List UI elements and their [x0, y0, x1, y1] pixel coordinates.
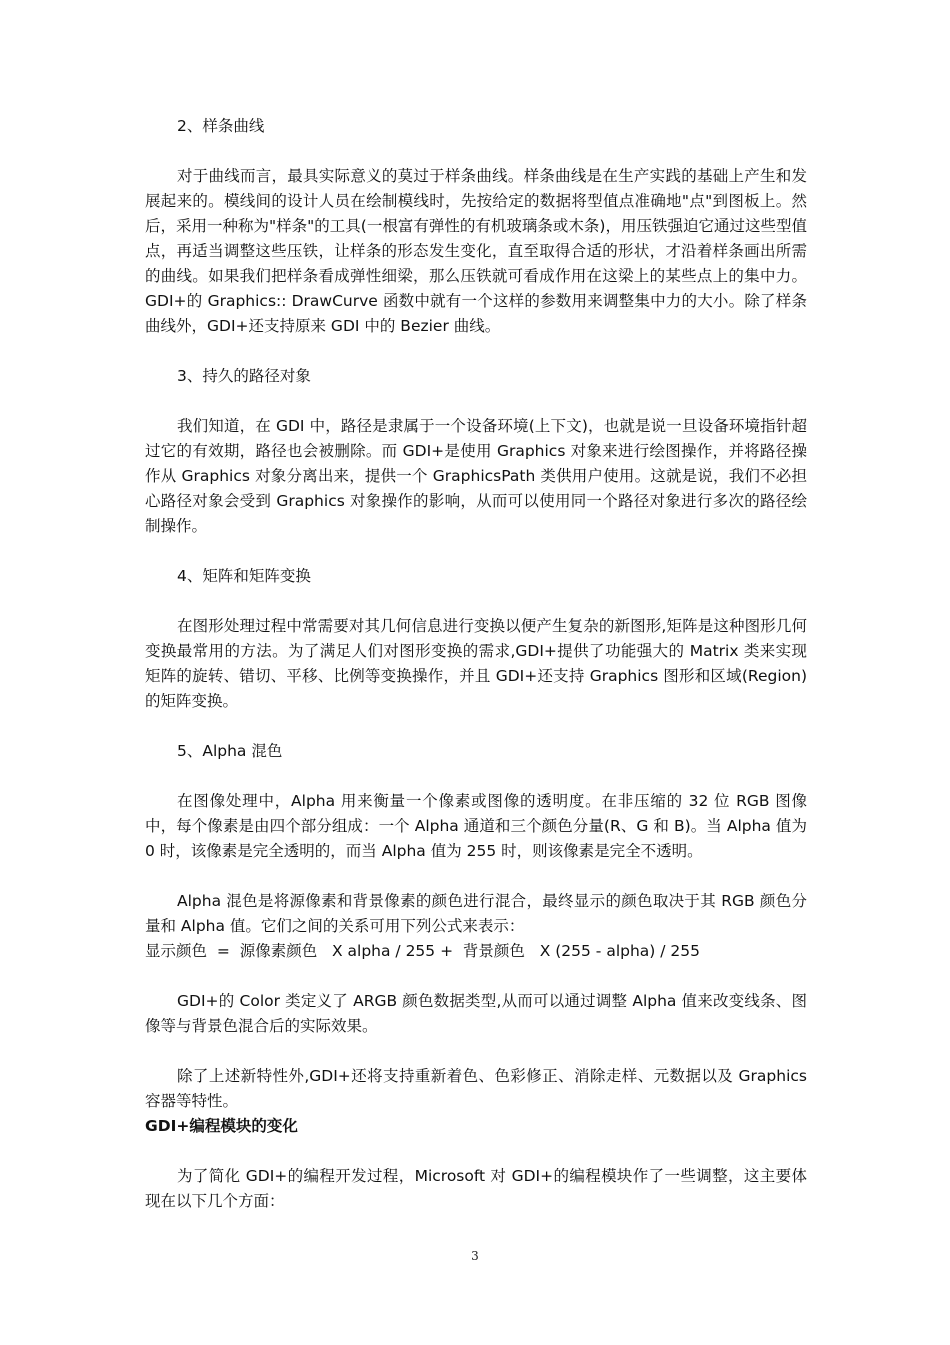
- spacer: [145, 764, 807, 789]
- paragraph-alpha-blending: Alpha 混色是将源像素和背景像素的颜色进行混合，最终显示的颜色取决于其 RGB 颜色分量和 Alpha 值。它们之间的关系可用下列公式来表示：: [145, 892, 807, 935]
- spacer: [145, 864, 807, 889]
- paragraph-spline-curve: 对于曲线而言，最具实际意义的莫过于样条曲线。样条曲线是在生产实践的基础上产生和发展起来的。模线间的设计人员在绘制模线时，先按给定的数据将型值点准确地"点"到图板上。然后，采用一种称为"样条"的工具(一根富有弹性的有机玻璃条或木条)，用压铁强迫它通过这些型值点，再适当调整这些压铁，让样条的形态发生变化，直至取得合适的形状，才沿着样条画出所需的曲线。如果我们把样条看成弹性细梁，那么压铁就可看成作用在这梁上的某些点上的集中力。GDI+的 Graphics:: DrawCurve 函数中就有一个这样的参数用来调整集中力的大小。除了样条曲线外，GDI+还支持原来 GDI 中的 Bezier 曲线。: [145, 167, 807, 335]
- section-heading-matrix-transform: 4、矩阵和矩阵变换: [177, 567, 311, 585]
- section-heading-persistent-path: 3、持久的路径对象: [177, 367, 311, 385]
- section-heading-spline-curve: 2、样条曲线: [177, 117, 265, 135]
- spacer: [145, 539, 807, 564]
- spacer: [145, 1039, 807, 1064]
- paragraph-color-class: GDI+的 Color 类定义了 ARGB 颜色数据类型,从而可以通过调整 Alpha 值来改变线条、图像等与背景色混合后的实际效果。: [145, 992, 807, 1035]
- section-heading-alpha-blending: 5、Alpha 混色: [177, 742, 283, 760]
- paragraph-matrix-transform: 在图形处理过程中常需要对其几何信息进行变换以便产生复杂的新图形,矩阵是这种图形几何变换最常用的方法。为了满足人们对图形变换的需求,GDI+提供了功能强大的 Matrix 类来实现矩阵的旋转、错切、平移、比例等变换操作，并且 GDI+还支持 Graphics 图形和区域(Region)的矩阵变换。: [145, 617, 807, 710]
- spacer: [145, 964, 807, 989]
- alpha-blend-formula: 显示颜色 = 源像素颜色 X alpha / 255 + 背景颜色 X (255 - alpha) / 255: [145, 942, 700, 960]
- page-content: [145, 114, 807, 1214]
- paragraph-module-changes: 为了简化 GDI+的编程开发过程，Microsoft 对 GDI+的编程模块作了一些调整，这主要体现在以下几个方面：: [145, 1167, 807, 1210]
- spacer: [145, 1139, 807, 1164]
- paragraph-persistent-path: 我们知道，在 GDI 中，路径是隶属于一个设备环境(上下文)，也就是说一旦设备环境指针超过它的有效期，路径也会被删除。而 GDI+是使用 Graphics 对象来进行绘图操作，并将路径操作从 Graphics 对象分离出来，提供一个 GraphicsPath 类供用户使用。这就是说，我们不必担心路径对象会受到 Graphics 对象操作的影响，从而可以使用同一个路径对象进行多次的路径绘制操作。: [145, 417, 807, 535]
- heading-module-changes: GDI+编程模块的变化: [145, 1117, 298, 1135]
- paragraph-alpha-definition: 在图像处理中，Alpha 用来衡量一个像素或图像的透明度。在非压缩的 32 位 RGB 图像中，每个像素是由四个部分组成：一个 Alpha 通道和三个颜色分量(R、G 和 B)。当 Alpha 值为 0 时，该像素是完全透明的，而当 Alpha 值为 255 时，则该像素是完全不透明。: [145, 792, 807, 860]
- page-number: 3: [471, 1249, 479, 1263]
- spacer: [145, 589, 807, 614]
- spacer: [145, 339, 807, 364]
- spacer: [145, 389, 807, 414]
- paragraph-other-features: 除了上述新特性外,GDI+还将支持重新着色、色彩修正、消除走样、元数据以及 Graphics 容器等特性。: [145, 1067, 807, 1110]
- spacer: [145, 139, 807, 164]
- spacer: [145, 714, 807, 739]
